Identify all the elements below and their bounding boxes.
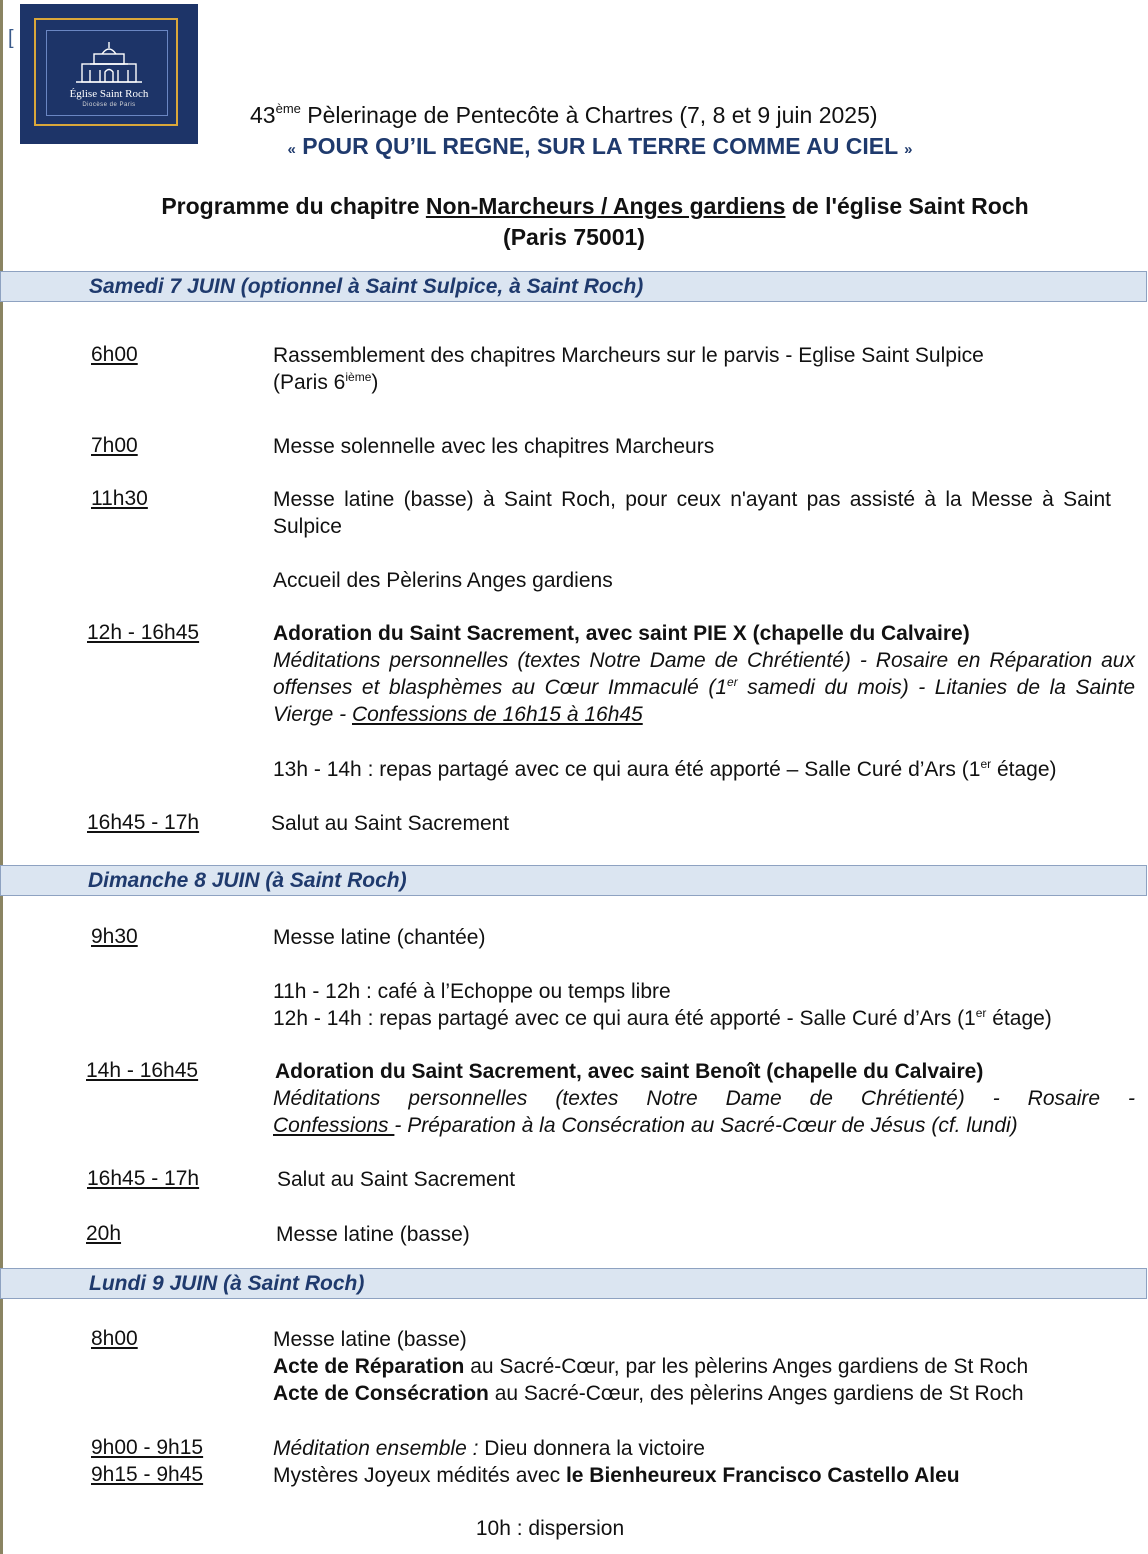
- logo-subtitle: Diocèse de Paris: [82, 102, 136, 108]
- logo-name: Église Saint Roch: [69, 88, 149, 100]
- time-sat-2: 7h00: [91, 434, 138, 457]
- time-sun-3: 16h45 - 17h: [87, 1167, 200, 1190]
- event-sun-4: Messe latine (basse): [276, 1223, 470, 1246]
- event-mon-1: Messe latine (basse) Acte de Réparation au Sacré-Cœur, par les pèlerins Anges gardiens de St Roch Acte de Consécration au Sacré-Cœur, des pèlerins Anges gardiens de St Roch: [273, 1328, 1029, 1405]
- time-sun-4: 20h: [86, 1222, 122, 1245]
- event-sun-1: Messe latine (chantée): [273, 926, 486, 949]
- event-mon-3: Mystères Joyeux médités avec le Bienheureux Francisco Castello Aleu: [273, 1464, 960, 1487]
- event-sun-1-extra: 11h - 12h : café à l’Echoppe ou temps libre 12h - 14h : repas partagé avec ce qui aura été apporté - Salle Curé d’Ars (1er étage): [273, 980, 1052, 1030]
- event-sun-2-title: Adoration du Saint Sacrement, avec saint Benoît (chapelle du Calvaire): [275, 1060, 984, 1083]
- event-sat-3: Messe latine (basse) à Saint Roch, pour ceux n'ayant pas assisté à la Messe à Saint Sulpice: [273, 488, 1111, 538]
- time-sun-1: 9h30: [91, 925, 138, 948]
- time-sat-1: 6h00: [91, 343, 138, 366]
- time-sat-3: 11h30: [91, 487, 148, 510]
- event-sun-3: Salut au Saint Sacrement: [277, 1168, 516, 1191]
- pilgrimage-title: 43ème Pèlerinage de Pentecôte à Chartres (7, 8 et 9 juin 2025): [250, 101, 878, 128]
- event-sun-2-meditations: Méditations personnelles (textes Notre Dame de Chrétienté) - Rosaire - Confessions - Préparation à la Consécration au Sacré-Cœur de Jésus (cf. lundi): [273, 1087, 1135, 1137]
- time-sun-2: 14h - 16h45: [86, 1059, 199, 1082]
- bracket-mark: [: [8, 27, 14, 49]
- event-sat-4-meditations: Méditations personnelles (textes Notre Dame de Chrétienté) - Rosaire en Réparation aux offenses et blasphèmes au Cœur Immaculé (1er samedi du mois) - Litanies de la Sainte Vierge - Confessions de 16h15 à 16h45: [273, 649, 1135, 726]
- day-header-sunday: Dimanche 8 JUIN (à Saint Roch): [0, 865, 1147, 896]
- event-mon-2: Méditation ensemble : Dieu donnera la victoire: [273, 1437, 705, 1460]
- program-heading: Programme du chapitre Non-Marcheurs / Anges gardiens de l'église Saint Roch: [161, 193, 1029, 219]
- event-sat-4: [273, 620, 1135, 728]
- event-sat-2: Messe solennelle avec les chapitres Marcheurs: [273, 435, 715, 458]
- church-logo: [20, 4, 198, 144]
- motto: « POUR QU’IL REGNE, SUR LA TERRE COMME AU CIEL »: [287, 133, 913, 159]
- time-mon-2: 9h00 - 9h15: [91, 1436, 204, 1459]
- time-sat-5: 16h45 - 17h: [87, 811, 200, 834]
- time-sat-4: 12h - 16h45: [87, 621, 200, 644]
- time-mon-3: 9h15 - 9h45: [91, 1463, 204, 1486]
- event-sun-2: [275, 1058, 1135, 1085]
- event-sat-4-meal: 13h - 14h : repas partagé avec ce qui aura été apporté – Salle Curé d’Ars (1er étage): [273, 757, 1057, 781]
- event-sat-3-welcome: Accueil des Pèlerins Anges gardiens: [273, 569, 613, 592]
- event-sat-4-title: Adoration du Saint Sacrement, avec saint PIE X (chapelle du Calvaire): [273, 622, 970, 645]
- event-sat-5: Salut au Saint Sacrement: [271, 812, 510, 835]
- event-sat-1: Rassemblement des chapitres Marcheurs sur le parvis - Eglise Saint Sulpice (Paris 6ième): [273, 344, 984, 394]
- church-facade-icon: [72, 40, 146, 86]
- day-header-saturday: Samedi 7 JUIN (optionnel à Saint Sulpice, à Saint Roch): [0, 271, 1147, 302]
- program-heading-location: (Paris 75001): [503, 224, 645, 250]
- dispersion-note: 10h : dispersion: [475, 1517, 625, 1540]
- day-header-monday: Lundi 9 JUIN (à Saint Roch): [0, 1268, 1147, 1299]
- time-mon-1: 8h00: [91, 1327, 138, 1350]
